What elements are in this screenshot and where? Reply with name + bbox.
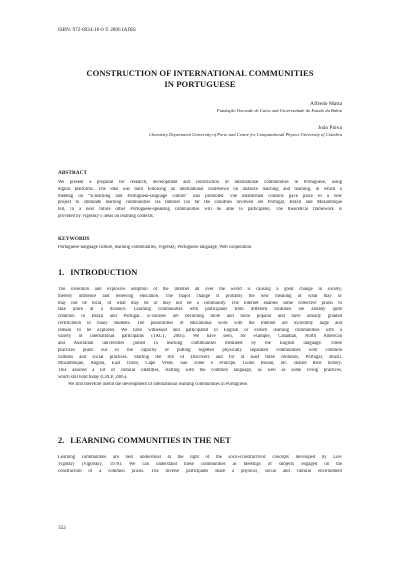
abstract-line: project to stimulate learning communities via Internet (so far the countries involved are Portugal, Brazil and Mozambique bbox=[58, 200, 342, 206]
section-1-body bbox=[58, 287, 342, 388]
isbn-header: ISBN: 972-8924-10-0 © 2006 IADIS bbox=[58, 27, 136, 33]
abstract-line: but, in a near future other Portuguese-speaking communities will be able to participate). The theoretical framework is bbox=[58, 207, 342, 212]
keywords-body bbox=[58, 245, 342, 252]
paragraph-line: may not be local, of what may be or may not be a community. The Internet enables some collective praxis to bbox=[58, 300, 342, 306]
paragraph-line: take place at a distance. Learning communities with participants from different locations are already quite bbox=[58, 307, 342, 313]
section-number: 2. bbox=[58, 436, 65, 445]
keywords-text: Portuguese-language culture, learning communities, Vigotsky, Portuguese language, Web cooperation. bbox=[58, 245, 253, 250]
section-title: INTRODUCTION bbox=[70, 268, 138, 277]
page-number: 352 bbox=[58, 525, 66, 531]
abstract-line: digital platforms. The idea was born following an international conference on distance teaching and learning, in which a bbox=[58, 186, 342, 192]
abstract-line: provided by Vigotsky’s ideas on learning contexts. bbox=[58, 213, 155, 219]
paragraph-line: certification to many students. The possibilities of educational work with the Internet are incredibly large and bbox=[58, 320, 342, 326]
paper-page bbox=[58, 0, 342, 566]
closing-line: We find therefore useful the development of international learning communities in Portuguese. bbox=[68, 381, 249, 387]
author-affiliation-1: Fundação Visconde de Cairu and Universidade do Estado da Bahia bbox=[216, 108, 342, 113]
paragraph-line: thereby influence and renewing education. The major change is probably the new meaning of what may or bbox=[58, 293, 342, 299]
section-heading-2 bbox=[58, 436, 231, 445]
title-line-2: IN PORTUGUESE bbox=[164, 79, 236, 89]
title-line-1: CONSTRUCTION OF INTERNATIONAL COMMUNITIES bbox=[86, 68, 314, 78]
section-heading-1 bbox=[58, 268, 137, 277]
paragraph-line: Learning communities are best understood at the light of the socio-constructivist concepts developed by Liev bbox=[58, 455, 342, 460]
paper-title bbox=[58, 68, 342, 90]
paragraph-line: Mozambique, Angola, East Timor, Cape Verde, São Tomé e Príncipe, Guiné Bissau, etc. shared their history. bbox=[58, 361, 342, 367]
section-title: LEARNING COMMUNITIES IN THE NET bbox=[70, 436, 231, 445]
paragraph-line: remain to be explored. We have witnessed and participated in English or French learning communities with a bbox=[58, 327, 342, 333]
paragraph-line: variety of international participants (TACT, 2005). We have seen, for example, Canadian, North American bbox=[58, 334, 342, 340]
author-name-1: Alfredo Matta bbox=[310, 101, 342, 107]
author-name-2: João Paiva bbox=[317, 125, 342, 131]
section-2-body bbox=[58, 455, 342, 475]
abstract-heading: ABSTRACT bbox=[58, 170, 88, 176]
paragraph-line: This assured a lot of cultural identities, starting with the common language, as well as some living practices, bbox=[58, 368, 342, 373]
author-affiliation-2: Chemistry Department University of Porto and Centre for Computational Physics University of Coimbra bbox=[148, 132, 342, 137]
section-number: 1. bbox=[58, 268, 65, 277]
paragraph-line: and Australian universities joined in learning communities mediated by the English language. These bbox=[58, 341, 342, 346]
paragraph-line: which still hold today (CPLP, 2005). bbox=[58, 374, 128, 380]
paragraph-line: cultures and social practices. Starting the fire of Discovers and for at least three centuries, Portugal, Brazil, bbox=[58, 354, 342, 360]
paragraph-line: The invention and explosive adoption of the Internet all over the world is causing a great change in society, bbox=[58, 287, 342, 292]
paragraph-line: construction of a common praxis. The diverse participants share a physical, social and cultural environment bbox=[58, 468, 342, 474]
abstract-line: meeting on “E-learning and Portuguese-language culture” was promoted. The established contacts gave place to a new bbox=[58, 193, 342, 199]
paragraph-line: Vigotkiy (Vigotskiy, 1978). We can understand these communities as meetings of subjects engaged on the bbox=[58, 461, 342, 467]
abstract-line: We present a proposal for research, development and construction of international communities in Portuguese, using bbox=[58, 180, 342, 185]
keywords-heading: KEYWORDS bbox=[58, 236, 90, 242]
abstract-body bbox=[58, 180, 342, 221]
paragraph-line: practices point out to the capacity of putting together physically separated communities with common bbox=[58, 347, 342, 353]
paragraph-line: common in Brazil and Portugal. E-courses are becoming more and more popular and have already granted bbox=[58, 314, 342, 319]
